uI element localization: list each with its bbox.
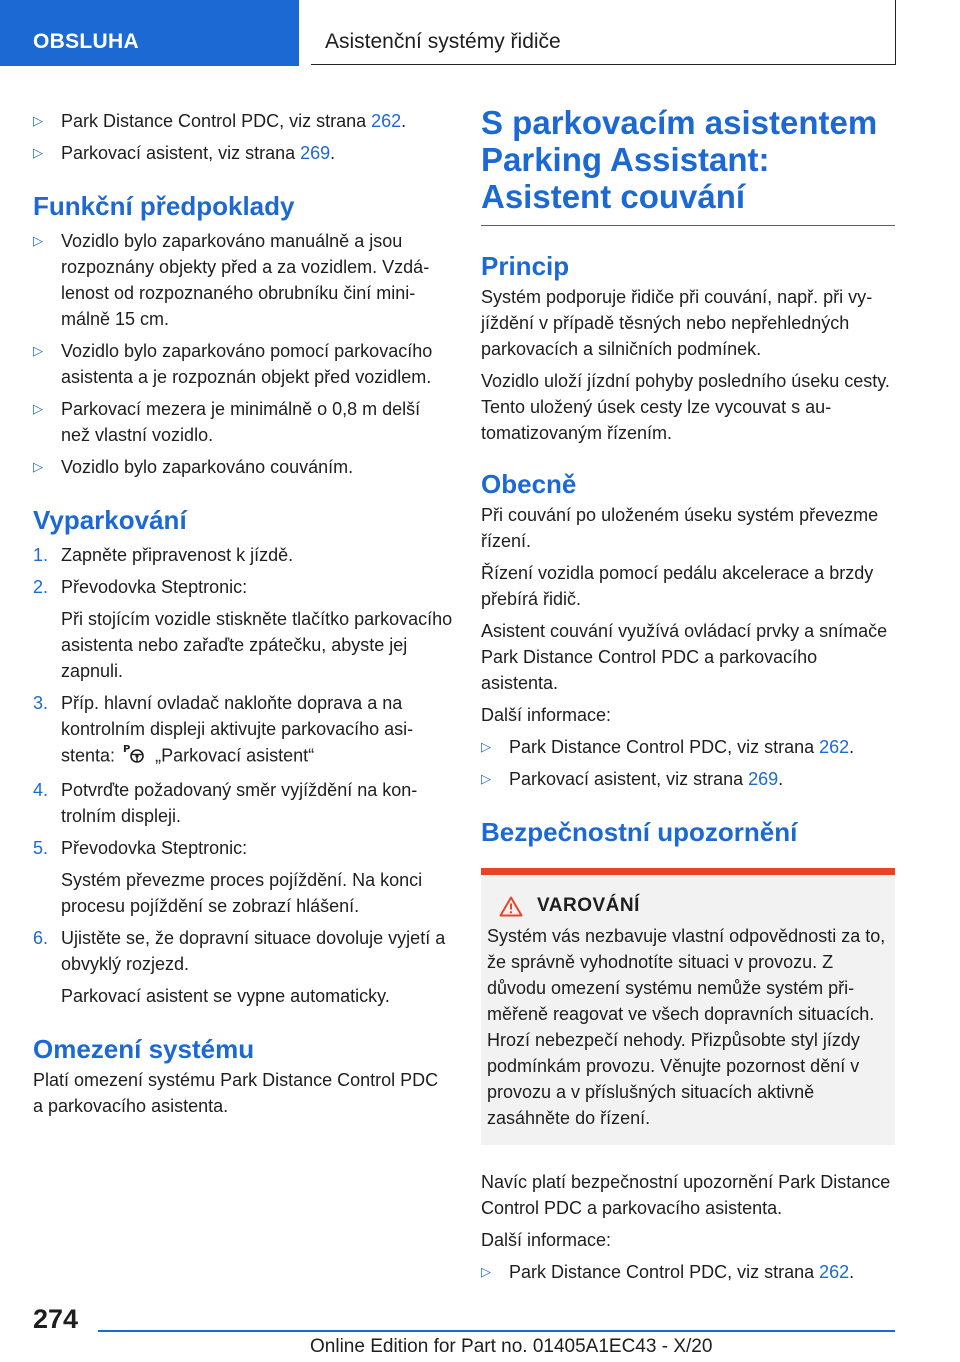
triangle-right-icon: ▷ [33,343,43,358]
general-paragraph: Řízení vozidla pomocí pedálu akcelerace a brzdy přebírá řidič. [481,563,874,609]
prereq-list [33,228,453,480]
principle-paragraph: Vozidlo uloží jízdní pohyby posledního úseku cesty. Tento uložený úsek cesty lze vycouvat s automatizovaným řízením. [481,371,890,443]
header-section-tab [0,0,299,66]
exit-heading: Vyparkování [33,505,187,535]
triangle-right-icon: ▷ [33,401,43,416]
safety-heading: Bezpečnostní upozornění [481,817,798,847]
warning-header [487,895,887,917]
triangle-right-icon: ▷ [481,771,491,786]
general-link-list [481,734,895,792]
step-item: 6. Ujistěte se, že dopravní situace dovoluje vyjetí a obvyklý rozjezd. Parkovací asistent se vypne automaticky. [33,925,453,1009]
step-item: 2. Převodovka Steptronic: Při stojícím vozidle stiskněte tlačítko parkovacího asistenta nebo zařaďte zpátečku, abyste jej zapnuli. [33,574,453,684]
triangle-right-icon: ▷ [33,145,43,160]
general-heading: Obecně [481,469,577,499]
list-item: ▷ Park Distance Control PDC, viz strana 262. [481,734,895,760]
limits-text: Platí omezení systému Park Distance Control PDC a parkovacího asistenta. [33,1070,439,1116]
prereq-heading: Funkční předpoklady [33,191,295,221]
general-paragraph: Při couvání po uloženém úseku systém převezme řízení. [481,505,879,551]
triangle-right-icon: ▷ [33,459,43,474]
warning-triangle-icon [499,896,523,917]
principle-paragraph: Systém podporuje řidiče při couvání, např. při vyjíždění v případě těsných nebo nepřehledných parkovacích a silničních podmínek. [481,287,873,359]
warning-text: Systém vás nezbavuje vlastní odpovědnosti za to, že správně vyhodnotíte situaci v provozu. Z důvodu omezení systému nemůže systém přiměřeně reagovat ve všech dopravních situacích. Hrozí nebezpečí nehody. Přizpůsobte styl jízdy podmínkám provozu. Věnujte pozornost dění v provozu a v příslušných situacích aktivně zasáhněte do řízení. [487,926,886,1128]
list-item: ▷ Vozidlo bylo zaparkováno pomocí parkovacího asistenta a je rozpoznán objekt před vozidlem. [33,338,453,390]
header-chapter-box [311,0,896,65]
step-number: 2. [33,577,49,597]
triangle-right-icon: ▷ [33,113,43,128]
list-item: ▷ Vozidlo bylo zaparkováno manuálně a jsou rozpoznány objekty před a za vozidlem. Vzdálenost od rozpoznaného obrubníku činí minimálně 15 cm. [33,228,453,332]
intro-link-list [33,108,453,166]
step-number: 4. [33,780,49,800]
safety-link-list [481,1259,895,1285]
safety-paragraph: Navíc platí bezpečnostní upozornění Park Distance Control PDC a parkovacího asistenta. [481,1172,891,1218]
right-column [481,94,895,1285]
step-item: 4. Potvrďte požadovaný směr vyjíždění na kontrolním displeji. [33,777,453,829]
step-number: 6. [33,928,49,948]
page-number: 274 [33,1304,79,1334]
more-info-label: Další informace: [481,705,612,725]
step-number: 3. [33,693,49,713]
footer-divider [98,1330,895,1332]
warning-title: VAROVÁNÍ [537,895,640,916]
general-paragraph: Asistent couvání využívá ovládací prvky a snímače Park Distance Control PDC a parkovacího asistenta. [481,621,888,693]
triangle-right-icon: ▷ [481,739,491,754]
list-item: ▷ Parkovací asistent, viz strana 269. [481,766,895,792]
principle-heading: Princip [481,251,570,281]
header-chapter-label: Asistenční systémy řidiče [325,30,561,53]
left-column [33,96,453,1119]
step-number: 1. [33,545,49,565]
step-item: 1. Zapněte připravenost k jízdě. [33,542,453,568]
list-item: ▷ Park Distance Control PDC, viz strana 262. [33,108,453,134]
header-section-label: OBSLUHA [33,30,139,53]
triangle-right-icon: ▷ [33,233,43,248]
page-link[interactable]: 262 [819,1262,850,1282]
page-link[interactable]: 262 [819,737,850,757]
limits-heading: Omezení systému [33,1034,255,1064]
parking-assistant-icon [122,742,148,771]
step-number: 5. [33,838,49,858]
list-item: ▷ Parkovací asistent, viz strana 269. [33,140,453,166]
list-item: ▷ Parkovací mezera je minimálně o 0,8 m delší než vlastní vozidlo. [33,396,453,448]
edition-label: Online Edition for Part no. 01405A1EC43 - X/20 [310,1336,713,1357]
triangle-right-icon: ▷ [481,1264,491,1279]
step-item: 3. Příp. hlavní ovladač nakloňte doprava a na kontrolním displeji aktivujte parkovacího asistenta: P „Parkovací asistent“ [33,690,453,771]
svg-text:P: P [123,744,131,755]
page-link[interactable]: 269 [748,769,779,789]
more-info-label: Další informace: [481,1230,612,1250]
section-title: S parkovacím asistentem Parking Assistant: Asistent couvání [481,94,895,226]
page-link[interactable]: 269 [300,143,331,163]
warning-box [481,868,895,1145]
list-item: ▷ Vozidlo bylo zaparkováno couváním. [33,454,453,480]
step-item: 5. Převodovka Steptronic: Systém převezme proces pojíždění. Na konci procesu pojíždění se zobrazí hlášení. [33,835,453,919]
page-link[interactable]: 262 [371,111,402,131]
exit-steps [33,542,453,1009]
list-item: ▷ Park Distance Control PDC, viz strana 262. [481,1259,895,1285]
